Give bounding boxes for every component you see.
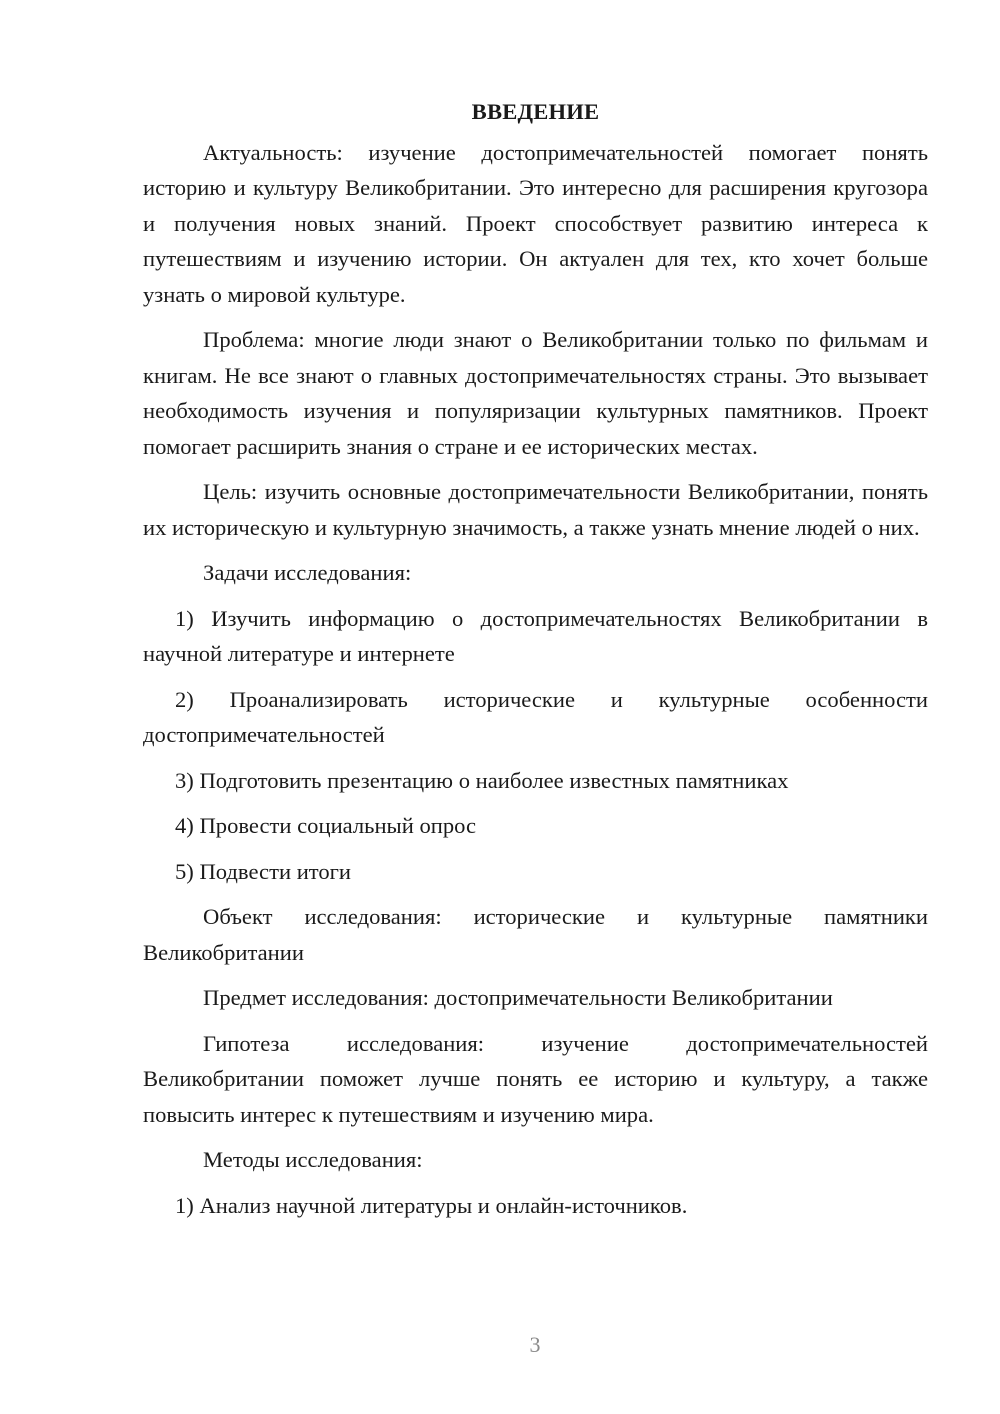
relevance-paragraph: Актуальность: изучение достопримечательностей помогает понять историю и культуру Великобритании. Это интересно для расширения кругозора и получения новых знаний. Проект способствует развитию интереса к путешествиям и изучению истории. Он актуален для тех, кто хочет больше узнать о мировой культуре.	[143, 139, 928, 307]
task-item-4: 4) Провести социальный опрос	[175, 813, 477, 838]
task-item-2: 2) Проанализировать исторические и культурные особенности достопримечательностей	[143, 686, 928, 747]
task-item-3: 3) Подготовить презентацию о наиболее известных памятниках	[175, 767, 789, 793]
method-item-1: 1) Анализ научной литературы и онлайн-источников.	[175, 1192, 688, 1218]
task-item-5: 5) Подвести итоги	[175, 858, 352, 884]
task-item-1: 1) Изучить информацию о достопримечательностях Великобритании в научной литературе и интернете	[143, 605, 928, 666]
page-number: 3	[529, 1332, 541, 1357]
hypothesis-paragraph: Гипотеза исследования: изучение достопримечательностей Великобритании поможет лучше понять ее историю и культуру, а также повысить интерес к путешествиям и изучению мира.	[143, 1030, 928, 1127]
methods-heading: Методы исследования:	[203, 1147, 423, 1172]
tasks-heading: Задачи исследования:	[203, 560, 412, 585]
page-title: ВВЕДЕНИЕ	[471, 99, 600, 124]
document-body	[143, 94, 928, 1233]
subject-paragraph: Предмет исследования: достопримечательности Великобритании	[203, 985, 833, 1010]
object-paragraph: Объект исследования: исторические и культурные памятники Великобритании	[143, 904, 928, 965]
problem-paragraph: Проблема: многие люди знают о Великобритании только по фильмам и книгам. Не все знают о главных достопримечательностях страны. Это вызывает необходимость изучения и популяризации культурных памятников. Проект помогает расширить знания о стране и ее исторических местах.	[143, 327, 928, 459]
goal-paragraph: Цель: изучить основные достопримечательности Великобритании, понять их историческую и культурную значимость, а также узнать мнение людей о них.	[143, 479, 928, 540]
